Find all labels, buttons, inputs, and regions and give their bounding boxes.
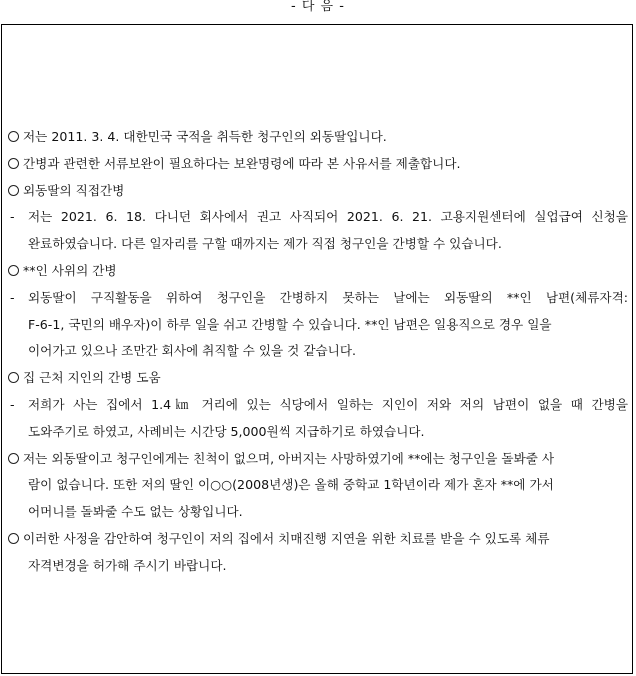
bullet-item-continued	[8, 472, 628, 499]
item-text: 자격변경을 허가해 주시기 바랍니다.	[28, 557, 227, 573]
item-text: 집 근처 지인의 간병 도움	[23, 370, 161, 386]
bullet-item-continued	[8, 499, 628, 526]
dash-item-line	[8, 204, 628, 231]
item-text: 저희가 사는 집에서 1.4㎞ 거리에 있는 식당에서 일하는 지인이 저와 저의 남편이 없을 때 간병을	[28, 396, 628, 412]
document-body	[8, 124, 628, 580]
circle-bullet-icon	[8, 158, 19, 169]
item-text: F-6-1, 국민의 배우자)이 하루 일을 쉬고 간병할 수 있습니다. **인 남편은 일용직으로 경우 일을	[28, 316, 552, 332]
circle-bullet-icon	[8, 131, 19, 142]
bullet-item	[8, 526, 628, 553]
item-text: 저는 2021. 6. 18. 다니던 회사에서 권고 사직되어 2021. 6. 21. 고용지원센터에 실업급여 신청을	[28, 209, 628, 225]
bullet-item	[8, 178, 628, 205]
dash-bullet-icon: -	[10, 289, 15, 305]
circle-bullet-icon	[8, 185, 19, 196]
dash-item-line	[8, 231, 628, 258]
circle-bullet-icon	[8, 265, 19, 276]
dash-bullet-icon: -	[10, 209, 15, 225]
item-text: 외동딸의 직접간병	[23, 182, 125, 198]
bullet-item	[8, 365, 628, 392]
item-text: 람이 없습니다. 또한 저의 딸인 이○○(2008년생)은 올해 중학교 1학년이라 제가 혼자 **에 가서	[28, 477, 554, 493]
item-text: 저는 외동딸이고 청구인에게는 친척이 없으며, 아버지는 사망하였기에 **에는 청구인을 돌봐줄 사	[23, 450, 555, 466]
dash-bullet-icon: -	[10, 396, 15, 412]
bullet-item	[8, 124, 628, 151]
item-text: **인 사위의 간병	[23, 262, 117, 278]
bullet-item	[8, 258, 628, 285]
item-text: 이어가고 있으나 조만간 회사에 취직할 수 있을 것 같습니다.	[28, 343, 357, 359]
bullet-item-continued	[8, 553, 628, 580]
circle-bullet-icon	[8, 453, 19, 464]
dash-item-line	[8, 419, 628, 446]
circle-bullet-icon	[8, 533, 19, 544]
dash-item-line	[8, 285, 628, 312]
item-text: 완료하였습니다. 다른 일자리를 구할 때까지는 제가 직접 청구인을 간병할 수 있습니다.	[28, 236, 502, 252]
item-text: 도와주기로 하였고, 사례비는 시간당 5,000원씩 지급하기로 하였습니다.	[28, 423, 425, 439]
dash-item-line	[8, 338, 628, 365]
document-heading: - 다 음 -	[291, 0, 345, 14]
circle-bullet-icon	[8, 372, 19, 383]
dash-item-line	[8, 312, 628, 339]
bullet-item	[8, 151, 628, 178]
item-text: 간병과 관련한 서류보완이 필요하다는 보완명령에 따라 본 사유서를 제출합니다.	[23, 155, 461, 171]
dash-item-line	[8, 392, 628, 419]
item-text: 외동딸이 구직활동을 위하여 청구인을 간병하지 못하는 날에는 외동딸의 **인 남편(체류자격:	[28, 289, 628, 305]
bullet-item	[8, 446, 628, 473]
item-text: 어머니를 돌봐줄 수도 없는 상황입니다.	[28, 504, 243, 520]
item-text: 저는 2011. 3. 4. 대한민국 국적을 취득한 청구인의 외동딸입니다.	[23, 129, 387, 144]
item-text: 이러한 사정을 감안하여 청구인이 저의 집에서 치매진행 지연을 위한 치료를 받을 수 있도록 체류	[23, 530, 550, 546]
